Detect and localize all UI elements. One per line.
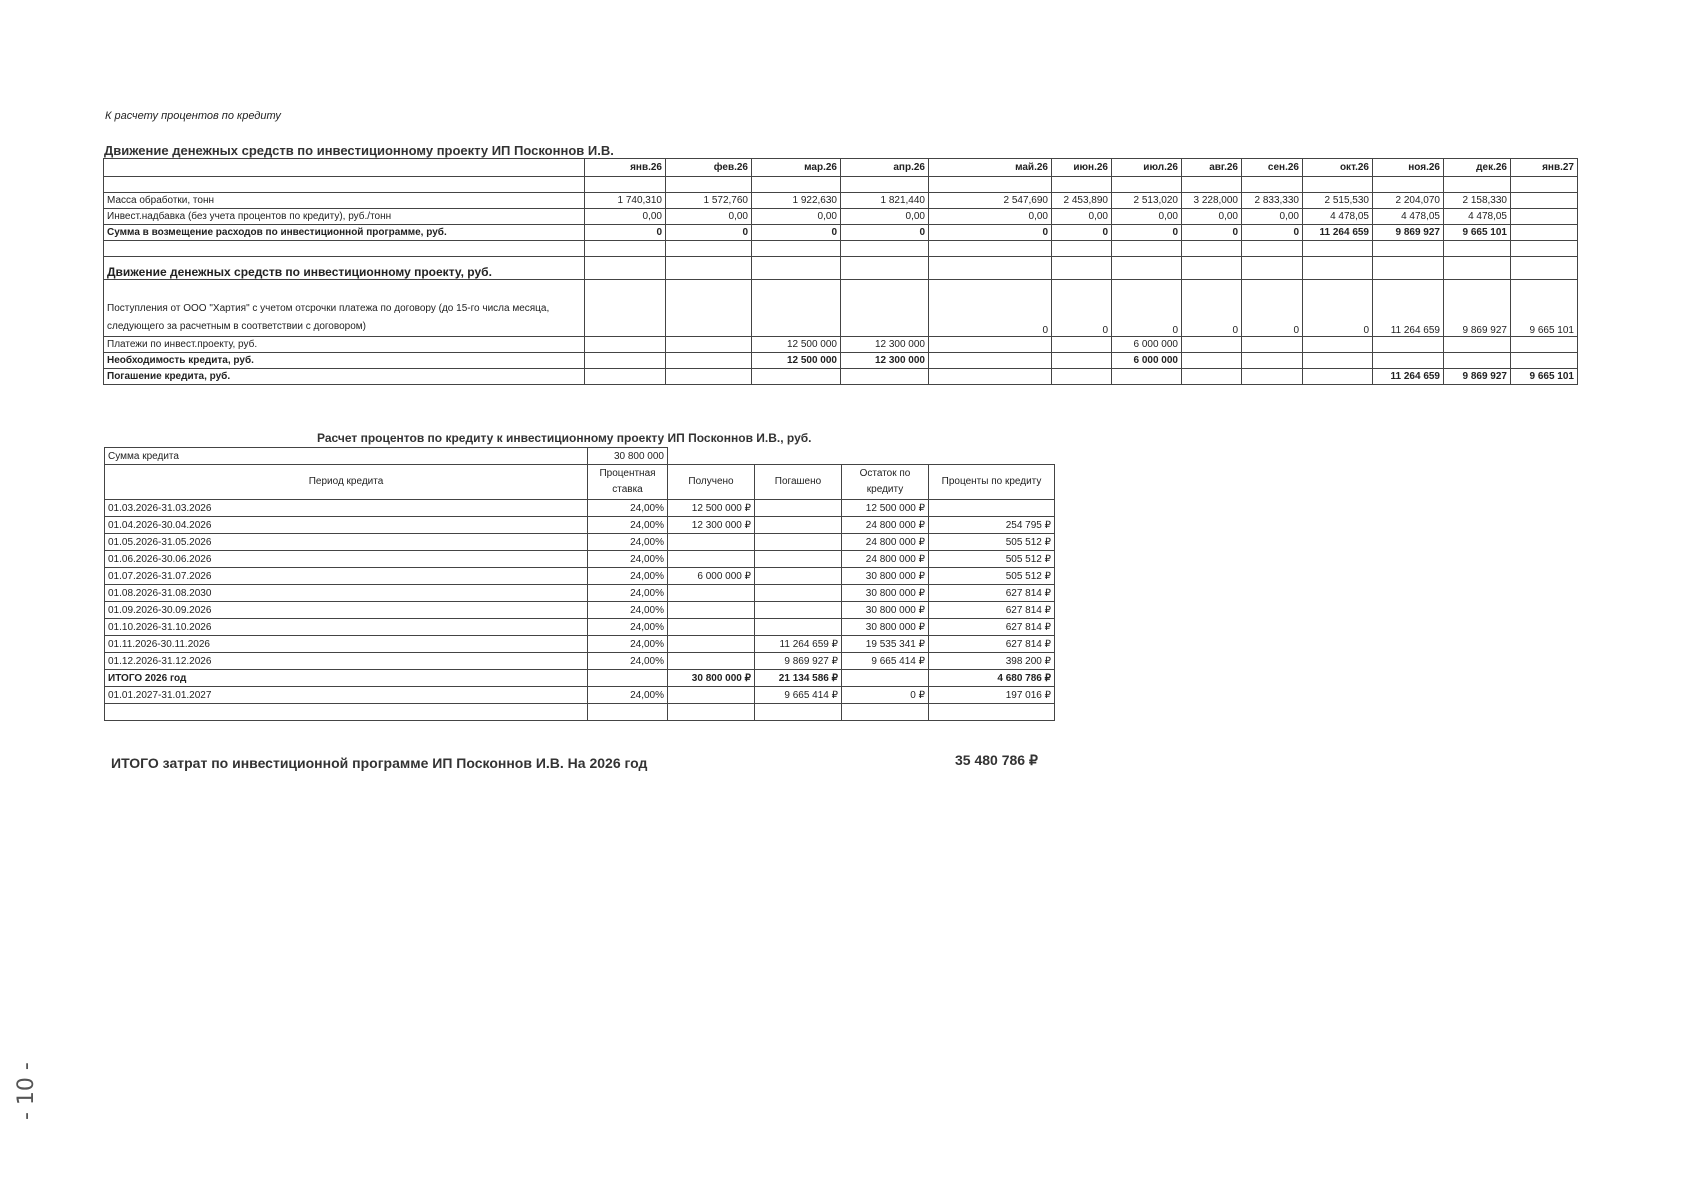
cell-period: 01.03.2026-31.03.2026 bbox=[105, 500, 588, 517]
value-cell bbox=[666, 353, 752, 369]
value-cell: 0 bbox=[1112, 225, 1182, 241]
value-cell: 9 869 927 bbox=[1444, 280, 1511, 337]
value-cell bbox=[1052, 369, 1112, 385]
blank-cell bbox=[1242, 241, 1303, 257]
value-cell: 0,00 bbox=[929, 209, 1052, 225]
cell-rate bbox=[588, 670, 668, 687]
table-row bbox=[105, 500, 1055, 517]
value-cell: 9 869 927 bbox=[1444, 369, 1511, 385]
mass-row bbox=[104, 193, 1578, 209]
cell-interest: 505 512 ₽ bbox=[929, 551, 1055, 568]
blank-cell bbox=[666, 257, 752, 280]
value-cell: 1 922,630 bbox=[752, 193, 841, 209]
value-cell bbox=[666, 280, 752, 337]
cell-received bbox=[668, 534, 755, 551]
value-cell: 11 264 659 bbox=[1373, 280, 1444, 337]
cell-period: 01.09.2026-30.09.2026 bbox=[105, 602, 588, 619]
blank-cell bbox=[1511, 177, 1578, 193]
blank-cell bbox=[104, 177, 585, 193]
value-cell bbox=[1511, 337, 1578, 353]
blank-cell bbox=[752, 241, 841, 257]
cell-balance: 0 ₽ bbox=[842, 687, 929, 704]
value-cell: 9 665 101 bbox=[1444, 225, 1511, 241]
value-cell bbox=[1242, 369, 1303, 385]
table-row bbox=[105, 602, 1055, 619]
cell-rate: 24,00% bbox=[588, 653, 668, 670]
value-cell: 0 bbox=[752, 225, 841, 241]
cell-balance: 24 800 000 ₽ bbox=[842, 517, 929, 534]
blank-cell bbox=[1373, 177, 1444, 193]
cell-balance: 9 665 414 ₽ bbox=[842, 653, 929, 670]
month-header: апр.26 bbox=[841, 159, 929, 177]
spacer-row bbox=[104, 241, 1578, 257]
cell-interest: 505 512 ₽ bbox=[929, 534, 1055, 551]
spacer-row bbox=[104, 177, 1578, 193]
blank-cell bbox=[841, 241, 929, 257]
blank-cell bbox=[1303, 257, 1373, 280]
month-header: дек.26 bbox=[1444, 159, 1511, 177]
blank-cell bbox=[1182, 257, 1242, 280]
value-cell bbox=[1242, 337, 1303, 353]
table-row bbox=[105, 534, 1055, 551]
value-cell: 0,00 bbox=[752, 209, 841, 225]
cell-period: 01.05.2026-31.05.2026 bbox=[105, 534, 588, 551]
blank-cell bbox=[841, 257, 929, 280]
value-cell: 0 bbox=[929, 280, 1052, 337]
header-received: Получено bbox=[668, 465, 755, 500]
row-label: Платежи по инвест.проекту, руб. bbox=[104, 337, 585, 353]
value-cell: 0,00 bbox=[1242, 209, 1303, 225]
cell-balance: 24 800 000 ₽ bbox=[842, 551, 929, 568]
cell-interest: 627 814 ₽ bbox=[929, 585, 1055, 602]
cell-repaid bbox=[755, 602, 842, 619]
value-cell: 0 bbox=[1242, 225, 1303, 241]
interest-title: Расчет процентов по кредиту к инвестиционному проекту ИП Посконнов И.В., руб. bbox=[317, 431, 812, 445]
doc-note: К расчету процентов по кредиту bbox=[105, 110, 281, 122]
value-cell bbox=[1444, 353, 1511, 369]
value-cell bbox=[1511, 225, 1578, 241]
cell-period: 01.01.2027-31.01.2027 bbox=[105, 687, 588, 704]
blank-cell bbox=[666, 177, 752, 193]
cell-received bbox=[668, 619, 755, 636]
value-cell: 4 478,05 bbox=[1373, 209, 1444, 225]
value-cell: 0,00 bbox=[1112, 209, 1182, 225]
cell-period: 01.07.2026-31.07.2026 bbox=[105, 568, 588, 585]
cell-repaid bbox=[755, 568, 842, 585]
cell-repaid bbox=[755, 517, 842, 534]
cell-balance: 30 800 000 ₽ bbox=[842, 585, 929, 602]
cell-rate: 24,00% bbox=[588, 568, 668, 585]
value-cell bbox=[1373, 353, 1444, 369]
header-interest: Проценты по кредиту bbox=[929, 465, 1055, 500]
value-cell bbox=[1444, 337, 1511, 353]
month-header: июн.26 bbox=[1052, 159, 1112, 177]
cell-balance: 24 800 000 ₽ bbox=[842, 534, 929, 551]
grand-total-label: ИТОГО затрат по инвестиционной программе ИП Посконнов И.В. На 2026 год bbox=[111, 755, 648, 771]
cell-interest bbox=[929, 500, 1055, 517]
value-cell: 0 bbox=[1303, 280, 1373, 337]
value-cell: 9 869 927 bbox=[1373, 225, 1444, 241]
blank-cell bbox=[929, 704, 1055, 721]
value-cell bbox=[1511, 209, 1578, 225]
table-row bbox=[105, 585, 1055, 602]
month-header: мар.26 bbox=[752, 159, 841, 177]
value-cell: 11 264 659 bbox=[1303, 225, 1373, 241]
value-cell bbox=[752, 369, 841, 385]
value-cell bbox=[1182, 369, 1242, 385]
value-cell bbox=[585, 369, 666, 385]
blank-cell bbox=[1052, 177, 1112, 193]
table-row bbox=[105, 619, 1055, 636]
value-cell bbox=[666, 337, 752, 353]
month-header: фев.26 bbox=[666, 159, 752, 177]
value-cell: 0 bbox=[1182, 280, 1242, 337]
cell-received bbox=[668, 687, 755, 704]
value-cell: 2 513,020 bbox=[1112, 193, 1182, 209]
blank-cell bbox=[104, 159, 585, 177]
value-cell: 1 572,760 bbox=[666, 193, 752, 209]
value-cell: 0,00 bbox=[666, 209, 752, 225]
month-header: май.26 bbox=[929, 159, 1052, 177]
value-cell bbox=[841, 369, 929, 385]
value-cell bbox=[1303, 369, 1373, 385]
value-cell: 9 665 101 bbox=[1511, 280, 1578, 337]
table-row bbox=[105, 636, 1055, 653]
blank-cell bbox=[929, 241, 1052, 257]
month-header: авг.26 bbox=[1182, 159, 1242, 177]
value-cell: 1 740,310 bbox=[585, 193, 666, 209]
value-cell bbox=[1511, 193, 1578, 209]
header-balance: Остаток по кредиту bbox=[842, 465, 929, 500]
value-cell: 12 300 000 bbox=[841, 353, 929, 369]
value-cell bbox=[1052, 353, 1112, 369]
cell-repaid: 9 869 927 ₽ bbox=[755, 653, 842, 670]
cell-received bbox=[668, 602, 755, 619]
cell-rate: 24,00% bbox=[588, 534, 668, 551]
month-header: янв.26 bbox=[585, 159, 666, 177]
month-header-row bbox=[104, 159, 1578, 177]
cell-period: 01.11.2026-30.11.2026 bbox=[105, 636, 588, 653]
value-cell bbox=[841, 280, 929, 337]
value-cell: 0 bbox=[666, 225, 752, 241]
value-cell: 0,00 bbox=[841, 209, 929, 225]
receipts-row bbox=[104, 280, 1578, 337]
cell-interest: 627 814 ₽ bbox=[929, 636, 1055, 653]
value-cell bbox=[929, 353, 1052, 369]
interest-table bbox=[104, 447, 1055, 721]
blank-cell bbox=[1511, 257, 1578, 280]
compensation-row bbox=[104, 225, 1578, 241]
blank-row bbox=[105, 704, 1055, 721]
blank-cell bbox=[1444, 177, 1511, 193]
row-label: Поступления от ООО "Хартия" с учетом отсрочки платежа по договору (до 15-го числа месяца, следующего за расчетным в соответствии с договором) bbox=[104, 280, 585, 337]
blank-cell bbox=[1303, 241, 1373, 257]
value-cell bbox=[585, 280, 666, 337]
row-label: Необходимость кредита, руб. bbox=[104, 353, 585, 369]
value-cell bbox=[1303, 337, 1373, 353]
cell-interest: 627 814 ₽ bbox=[929, 602, 1055, 619]
value-cell: 12 300 000 bbox=[841, 337, 929, 353]
total-row bbox=[105, 670, 1055, 687]
markup-row bbox=[104, 209, 1578, 225]
cell-balance: 12 500 000 ₽ bbox=[842, 500, 929, 517]
value-cell: 0,00 bbox=[585, 209, 666, 225]
row-label: Инвест.надбавка (без учета процентов по кредиту), руб./тонн bbox=[104, 209, 585, 225]
cell-repaid: 9 665 414 ₽ bbox=[755, 687, 842, 704]
value-cell: 0 bbox=[1182, 225, 1242, 241]
blank-cell bbox=[1373, 257, 1444, 280]
row-label: Погашение кредита, руб. bbox=[104, 369, 585, 385]
cell-repaid bbox=[755, 551, 842, 568]
blank-cell bbox=[929, 177, 1052, 193]
value-cell bbox=[1182, 353, 1242, 369]
cell-period: 01.10.2026-31.10.2026 bbox=[105, 619, 588, 636]
table-row bbox=[105, 653, 1055, 670]
value-cell: 0,00 bbox=[1182, 209, 1242, 225]
blank-cell bbox=[752, 177, 841, 193]
cell-balance: 30 800 000 ₽ bbox=[842, 619, 929, 636]
value-cell: 0 bbox=[1242, 280, 1303, 337]
value-cell bbox=[752, 280, 841, 337]
blank-cell bbox=[842, 704, 929, 721]
value-cell bbox=[666, 369, 752, 385]
cell-received bbox=[668, 636, 755, 653]
blank-cell bbox=[1052, 241, 1112, 257]
cell-period: 01.08.2026-31.08.2030 bbox=[105, 585, 588, 602]
value-cell bbox=[1052, 337, 1112, 353]
blank-cell bbox=[668, 704, 755, 721]
table-row bbox=[105, 517, 1055, 534]
cell-period: 01.06.2026-30.06.2026 bbox=[105, 551, 588, 568]
cell-period: ИТОГО 2026 год bbox=[105, 670, 588, 687]
blank-cell bbox=[929, 257, 1052, 280]
blank-cell bbox=[1112, 241, 1182, 257]
cell-repaid: 21 134 586 ₽ bbox=[755, 670, 842, 687]
cell-repaid bbox=[755, 585, 842, 602]
value-cell: 11 264 659 bbox=[1373, 369, 1444, 385]
blank-cell bbox=[1444, 257, 1511, 280]
table-row bbox=[105, 568, 1055, 585]
blank-cell bbox=[1182, 241, 1242, 257]
page-number: - 10 - bbox=[14, 1062, 39, 1120]
cell-received: 12 300 000 ₽ bbox=[668, 517, 755, 534]
value-cell bbox=[1373, 337, 1444, 353]
cell-rate: 24,00% bbox=[588, 619, 668, 636]
blank-cell bbox=[1182, 177, 1242, 193]
cell-rate: 24,00% bbox=[588, 602, 668, 619]
table-row bbox=[105, 551, 1055, 568]
month-header: июл.26 bbox=[1112, 159, 1182, 177]
cell-received: 30 800 000 ₽ bbox=[668, 670, 755, 687]
cell-rate: 24,00% bbox=[588, 585, 668, 602]
cell-received bbox=[668, 551, 755, 568]
value-cell: 0 bbox=[1052, 280, 1112, 337]
value-cell bbox=[585, 337, 666, 353]
blank-cell bbox=[1112, 177, 1182, 193]
cell-rate: 24,00% bbox=[588, 687, 668, 704]
blank-cell bbox=[585, 177, 666, 193]
value-cell: 12 500 000 bbox=[752, 353, 841, 369]
blank-cell bbox=[755, 704, 842, 721]
cell-interest: 398 200 ₽ bbox=[929, 653, 1055, 670]
loan-amount-row bbox=[105, 448, 1055, 465]
cell-period: 01.12.2026-31.12.2026 bbox=[105, 653, 588, 670]
blank-cell bbox=[841, 177, 929, 193]
section-row bbox=[104, 257, 1578, 280]
cell-rate: 24,00% bbox=[588, 517, 668, 534]
value-cell: 0 bbox=[1112, 280, 1182, 337]
value-cell bbox=[929, 337, 1052, 353]
value-cell: 6 000 000 bbox=[1112, 353, 1182, 369]
value-cell: 0 bbox=[1052, 225, 1112, 241]
cell-rate: 24,00% bbox=[588, 551, 668, 568]
cell-balance: 30 800 000 ₽ bbox=[842, 568, 929, 585]
value-cell: 6 000 000 bbox=[1112, 337, 1182, 353]
payments-row bbox=[104, 337, 1578, 353]
blank-cell bbox=[585, 241, 666, 257]
value-cell: 2 158,330 bbox=[1444, 193, 1511, 209]
cell-period: 01.04.2026-30.04.2026 bbox=[105, 517, 588, 534]
cell-interest: 505 512 ₽ bbox=[929, 568, 1055, 585]
grand-total-value: 35 480 786 ₽ bbox=[955, 752, 1038, 768]
cell-received: 6 000 000 ₽ bbox=[668, 568, 755, 585]
cell-received: 12 500 000 ₽ bbox=[668, 500, 755, 517]
value-cell: 2 547,690 bbox=[929, 193, 1052, 209]
value-cell: 1 821,440 bbox=[841, 193, 929, 209]
value-cell: 0 bbox=[929, 225, 1052, 241]
section-label: Движение денежных средств по инвестиционному проекту, руб. bbox=[104, 257, 585, 280]
cell-received bbox=[668, 585, 755, 602]
row-label: Масса обработки, тонн bbox=[104, 193, 585, 209]
interest-header-row bbox=[105, 465, 1055, 500]
cell-interest: 197 016 ₽ bbox=[929, 687, 1055, 704]
blank-cell bbox=[1303, 177, 1373, 193]
cell-interest: 627 814 ₽ bbox=[929, 619, 1055, 636]
blank-cell bbox=[1444, 241, 1511, 257]
cell-interest: 254 795 ₽ bbox=[929, 517, 1055, 534]
value-cell: 2 204,070 bbox=[1373, 193, 1444, 209]
blank-cell bbox=[666, 241, 752, 257]
need-row bbox=[104, 353, 1578, 369]
cell-received bbox=[668, 653, 755, 670]
blank-cell bbox=[105, 704, 588, 721]
value-cell: 0 bbox=[841, 225, 929, 241]
repayment-row bbox=[104, 369, 1578, 385]
loan-amount: 30 800 000 bbox=[588, 448, 668, 465]
blank-cell bbox=[1511, 241, 1578, 257]
cell-rate: 24,00% bbox=[588, 636, 668, 653]
cell-balance: 30 800 000 ₽ bbox=[842, 602, 929, 619]
cell-balance bbox=[842, 670, 929, 687]
blank-cell bbox=[585, 257, 666, 280]
value-cell bbox=[929, 369, 1052, 385]
month-header: сен.26 bbox=[1242, 159, 1303, 177]
value-cell: 9 665 101 bbox=[1511, 369, 1578, 385]
value-cell: 2 833,330 bbox=[1242, 193, 1303, 209]
blank-cell bbox=[588, 704, 668, 721]
value-cell bbox=[1242, 353, 1303, 369]
value-cell: 3 228,000 bbox=[1182, 193, 1242, 209]
blank-cell bbox=[1242, 177, 1303, 193]
row-label: Сумма в возмещение расходов по инвестиционной программе, руб. bbox=[104, 225, 585, 241]
blank-cell bbox=[104, 241, 585, 257]
cell-rate: 24,00% bbox=[588, 500, 668, 517]
cell-repaid bbox=[755, 619, 842, 636]
value-cell: 4 478,05 bbox=[1444, 209, 1511, 225]
cell-interest: 4 680 786 ₽ bbox=[929, 670, 1055, 687]
cashflow-title: Движение денежных средств по инвестиционному проекту ИП Посконнов И.В. bbox=[104, 143, 614, 158]
loan-label: Сумма кредита bbox=[105, 448, 588, 465]
cell-repaid: 11 264 659 ₽ bbox=[755, 636, 842, 653]
table-row bbox=[105, 687, 1055, 704]
value-cell bbox=[1182, 337, 1242, 353]
value-cell bbox=[1511, 353, 1578, 369]
blank-cell bbox=[752, 257, 841, 280]
header-repaid: Погашено bbox=[755, 465, 842, 500]
month-header: янв.27 bbox=[1511, 159, 1578, 177]
month-header: ноя.26 bbox=[1373, 159, 1444, 177]
header-rate: Процентная ставка bbox=[588, 465, 668, 500]
value-cell bbox=[585, 353, 666, 369]
header-period: Период кредита bbox=[105, 465, 588, 500]
value-cell: 2 453,890 bbox=[1052, 193, 1112, 209]
cell-repaid bbox=[755, 500, 842, 517]
cell-balance: 19 535 341 ₽ bbox=[842, 636, 929, 653]
value-cell: 2 515,530 bbox=[1303, 193, 1373, 209]
value-cell bbox=[1303, 353, 1373, 369]
blank-cell bbox=[1242, 257, 1303, 280]
cashflow-table bbox=[103, 158, 1578, 385]
blank-cell bbox=[668, 448, 1055, 465]
blank-cell bbox=[1052, 257, 1112, 280]
cell-repaid bbox=[755, 534, 842, 551]
blank-cell bbox=[1112, 257, 1182, 280]
value-cell: 0 bbox=[585, 225, 666, 241]
value-cell: 0,00 bbox=[1052, 209, 1112, 225]
blank-cell bbox=[1373, 241, 1444, 257]
value-cell: 4 478,05 bbox=[1303, 209, 1373, 225]
month-header: окт.26 bbox=[1303, 159, 1373, 177]
value-cell: 12 500 000 bbox=[752, 337, 841, 353]
value-cell bbox=[1112, 369, 1182, 385]
